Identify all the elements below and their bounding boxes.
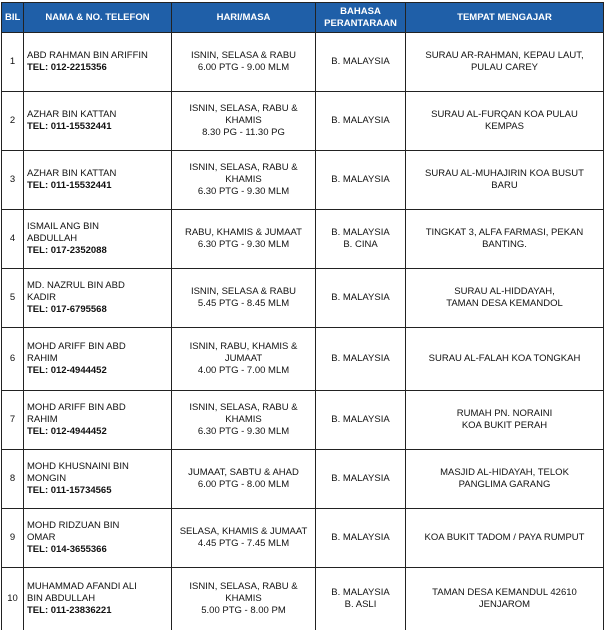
phone-number: TEL: 011-23836221 — [27, 605, 112, 616]
teacher-name: MOHD ARIFF BIN ABD — [27, 402, 126, 413]
language: B. MALAYSIA — [331, 473, 390, 484]
teacher-name: KADIR — [27, 292, 57, 303]
language: B. MALAYSIA — [331, 532, 390, 543]
schedule-line: 4.45 PTG - 7.45 MLM — [197, 538, 290, 549]
schedule-line: 4.00 PTG - 7.00 MLM — [197, 365, 290, 376]
schedule-line: 6.30 PTG - 9.30 MLM — [197, 426, 290, 437]
header-row — [2, 3, 604, 33]
teacher-name: RAHIM — [27, 353, 58, 364]
teacher-name: RAHIM — [27, 414, 58, 425]
schedule-cell — [172, 391, 316, 450]
location-line: SURAU AL-FURQAN KOA PULAU — [431, 109, 578, 120]
location-cell — [406, 210, 604, 269]
schedule-line: 6.30 PTG - 9.30 MLM — [197, 186, 290, 197]
location-cell — [406, 151, 604, 210]
row-number: 4 — [2, 210, 24, 269]
table-row — [2, 33, 604, 92]
schedule-cell — [172, 450, 316, 509]
location-line: RUMAH PN. NORAINI — [456, 408, 553, 419]
location-cell — [406, 568, 604, 630]
phone-number: TEL: 017-2352088 — [27, 245, 107, 256]
row-number: 6 — [2, 328, 24, 391]
header-bil: BIL — [2, 3, 24, 33]
schedule-cell — [172, 328, 316, 391]
phone-number: TEL: 012-4944452 — [27, 426, 107, 437]
schedule-line: 8.30 PG - 11.30 PG — [202, 127, 285, 138]
location-line: SURAU AL-FALAH KOA TONGKAH — [428, 353, 581, 364]
table-row — [2, 568, 604, 630]
header-bahasa: BAHASA PERANTARAAN — [316, 3, 406, 33]
language: B. CINA — [343, 239, 378, 250]
table-row — [2, 509, 604, 568]
location-cell — [406, 391, 604, 450]
schedule-cell — [172, 92, 316, 151]
row-number: 8 — [2, 450, 24, 509]
language: B. MALAYSIA — [331, 292, 390, 303]
location-line: KOA BUKIT TADOM / PAYA RUMPUT — [424, 532, 585, 543]
table-row — [2, 269, 604, 328]
teacher-name: ABD RAHMAN BIN ARIFFIN — [27, 50, 148, 61]
language-cell — [316, 92, 406, 151]
schedule-line: ISNIN, SELASA & RABU — [190, 286, 297, 297]
schedule-line: 5.45 PTG - 8.45 MLM — [197, 298, 290, 309]
schedule-line: JUMAAT — [224, 353, 263, 364]
row-number: 2 — [2, 92, 24, 151]
table-row — [2, 450, 604, 509]
phone-number: TEL: 012-2215356 — [27, 62, 107, 73]
location-line: SURAU AR-RAHMAN, KEPAU LAUT, — [425, 50, 584, 61]
schedule-line: ISNIN, SELASA, RABU & KHAMIS — [189, 402, 298, 425]
language-cell — [316, 33, 406, 92]
phone-number: TEL: 012-4944452 — [27, 365, 107, 376]
teacher-name: BIN ABDULLAH — [27, 593, 96, 604]
teacher-name: MD. NAZRUL BIN ABD — [27, 280, 125, 291]
schedule-line: 6.00 PTG - 9.00 MLM — [197, 62, 290, 73]
teacher-name: AZHAR BIN KATTAN — [27, 168, 117, 179]
language: B. MALAYSIA — [331, 414, 390, 425]
location-cell — [406, 92, 604, 151]
location-cell — [406, 509, 604, 568]
schedule-line: ISNIN, SELASA & RABU — [190, 50, 297, 61]
teacher-name: MOHD KHUSNAINI BIN — [27, 461, 129, 472]
phone-number: TEL: 011-15734565 — [27, 485, 112, 496]
location-line: KEMPAS — [485, 121, 524, 132]
schedule-cell — [172, 210, 316, 269]
row-number: 3 — [2, 151, 24, 210]
location-line: JENJAROM — [478, 599, 531, 610]
teacher-name-cell — [24, 450, 172, 509]
teacher-name-cell — [24, 391, 172, 450]
schedule-line: ISNIN, SELASA, RABU & KHAMIS — [189, 581, 298, 604]
teacher-name-cell — [24, 269, 172, 328]
location-line: TAMAN DESA KEMANDUL 42610 — [432, 587, 577, 598]
location-cell — [406, 328, 604, 391]
schedule-line: ISNIN, SELASA, RABU & KHAMIS — [189, 162, 298, 185]
language-cell — [316, 509, 406, 568]
row-number: 7 — [2, 391, 24, 450]
location-line: SURAU AL-MUHAJIRIN KOA BUSUT — [425, 168, 584, 179]
table-row — [2, 391, 604, 450]
location-line: BARU — [491, 180, 518, 191]
teacher-name: MOHD ARIFF BIN ABD — [27, 341, 126, 352]
table-row — [2, 210, 604, 269]
location-line: MASJID AL-HIDAYAH, TELOK — [440, 467, 569, 478]
language-cell — [316, 269, 406, 328]
location-cell — [406, 450, 604, 509]
schedule-line: RABU, KHAMIS & JUMAAT — [184, 227, 302, 238]
phone-number: TEL: 011-15532441 — [27, 180, 112, 191]
row-number: 1 — [2, 33, 24, 92]
language: B. MALAYSIA — [331, 227, 390, 238]
language-cell — [316, 210, 406, 269]
schedule-line: 5.00 PTG - 8.00 PM — [201, 605, 286, 616]
language-cell — [316, 568, 406, 630]
teacher-name-cell — [24, 328, 172, 391]
phone-number: TEL: 014-3655366 — [27, 544, 107, 555]
row-number: 10 — [2, 568, 24, 630]
language: B. MALAYSIA — [331, 587, 390, 598]
location-line: TINGKAT 3, ALFA FARMASI, PEKAN — [425, 227, 584, 238]
header-hari: HARI/MASA — [172, 3, 316, 33]
teacher-name-cell — [24, 210, 172, 269]
row-number: 9 — [2, 509, 24, 568]
teacher-name-cell — [24, 568, 172, 630]
schedule-cell — [172, 151, 316, 210]
location-line: PANGLIMA GARANG — [458, 479, 551, 490]
language: B. MALAYSIA — [331, 353, 390, 364]
location-line: SURAU AL-HIDDAYAH, — [454, 286, 555, 297]
language-cell — [316, 151, 406, 210]
teacher-name-cell — [24, 151, 172, 210]
teacher-name-cell — [24, 92, 172, 151]
language: B. MALAYSIA — [331, 56, 390, 67]
schedule-cell — [172, 568, 316, 630]
table-row — [2, 151, 604, 210]
schedule-line: ISNIN, RABU, KHAMIS & — [189, 341, 298, 352]
schedule-cell — [172, 509, 316, 568]
location-line: KOA BUKIT PERAH — [461, 420, 548, 431]
location-cell — [406, 33, 604, 92]
teacher-name-cell — [24, 33, 172, 92]
teacher-name: MUHAMMAD AFANDI ALI — [27, 581, 137, 592]
teacher-name: ISMAIL ANG BIN — [27, 221, 99, 232]
teacher-name: OMAR — [27, 532, 56, 543]
location-line: PULAU CAREY — [470, 62, 539, 73]
schedule-line: SELASA, KHAMIS & JUMAAT — [179, 526, 308, 537]
location-line: BANTING. — [482, 239, 527, 250]
language-cell — [316, 391, 406, 450]
schedule-cell — [172, 33, 316, 92]
phone-number: TEL: 011-15532441 — [27, 121, 112, 132]
location-line: TAMAN DESA KEMANDOL — [446, 298, 563, 309]
teacher-name-cell — [24, 509, 172, 568]
schedule-line: 6.30 PTG - 9.30 MLM — [197, 239, 290, 250]
schedule-cell — [172, 269, 316, 328]
teacher-schedule-table — [1, 2, 604, 630]
teacher-name: MONGIN — [27, 473, 67, 484]
table-row — [2, 328, 604, 391]
header-nama: NAMA & NO. TELEFON — [24, 3, 172, 33]
location-cell — [406, 269, 604, 328]
teacher-name: MOHD RIDZUAN BIN — [27, 520, 120, 531]
table-row — [2, 92, 604, 151]
row-number: 5 — [2, 269, 24, 328]
language-cell — [316, 328, 406, 391]
language-cell — [316, 450, 406, 509]
teacher-name: ABDULLAH — [27, 233, 78, 244]
teacher-name: AZHAR BIN KATTAN — [27, 109, 117, 120]
schedule-line: 6.00 PTG - 8.00 MLM — [197, 479, 290, 490]
language: B. MALAYSIA — [331, 115, 390, 126]
header-tempat: TEMPAT MENGAJAR — [406, 3, 604, 33]
language: B. MALAYSIA — [331, 174, 390, 185]
schedule-line: ISNIN, SELASA, RABU & KHAMIS — [189, 103, 298, 126]
phone-number: TEL: 017-6795568 — [27, 304, 107, 315]
language: B. ASLI — [344, 599, 377, 610]
schedule-line: JUMAAT, SABTU & AHAD — [188, 467, 299, 478]
